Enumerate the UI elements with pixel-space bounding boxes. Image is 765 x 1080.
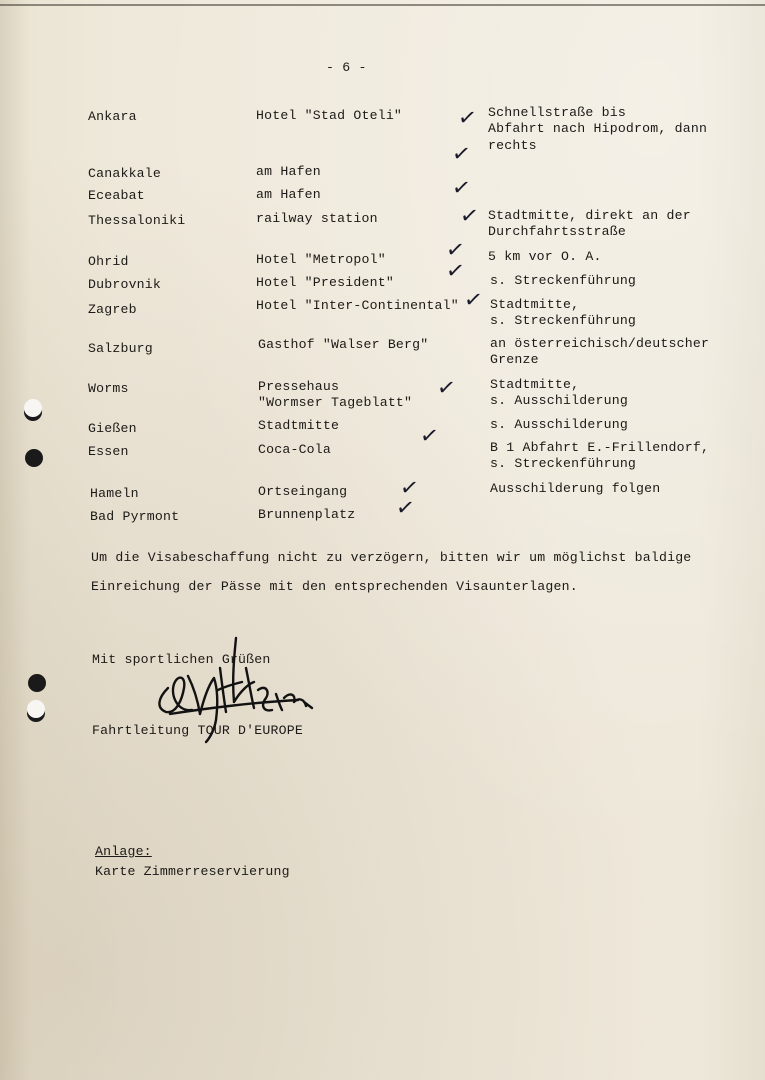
note-zagreb-2: s. Streckenführung xyxy=(490,313,637,328)
place-thessaloniki: railway station xyxy=(256,211,378,226)
note-thessaloniki-2: Durchfahrtsstraße xyxy=(488,224,626,239)
note-ohrid: 5 km vor O. A. xyxy=(488,249,602,264)
place-hameln: Ortseingang xyxy=(258,484,348,499)
check-mark: ✓ xyxy=(398,474,421,503)
note-ankara-2: Abfahrt nach Hipodrom, dann xyxy=(488,121,708,136)
place-salzburg: Gasthof "Walser Berg" xyxy=(258,337,429,352)
city-dubrovnik: Dubrovnik xyxy=(88,277,162,292)
note-essen-2: s. Streckenführung xyxy=(490,456,637,471)
city-eceabat: Eceabat xyxy=(88,188,145,203)
place-canakkale: am Hafen xyxy=(256,164,321,179)
note-ankara-3: rechts xyxy=(488,138,537,153)
punch-hole xyxy=(25,449,43,467)
city-giessen: Gießen xyxy=(88,421,137,436)
city-hameln: Hameln xyxy=(90,486,139,501)
note-hameln: Ausschilderung folgen xyxy=(490,481,661,496)
check-mark: ✓ xyxy=(444,236,467,265)
place-worms-1: Pressehaus xyxy=(258,379,340,394)
closing-greeting: Mit sportlichen Grüßen xyxy=(92,652,271,667)
check-mark: ✓ xyxy=(458,202,481,231)
city-zagreb: Zagreb xyxy=(88,302,137,317)
city-thessaloniki: Thessaloniki xyxy=(88,213,186,228)
city-ohrid: Ohrid xyxy=(88,254,129,269)
city-bad-pyrmont: Bad Pyrmont xyxy=(90,509,180,524)
note-thessaloniki-1: Stadtmitte, direkt an der xyxy=(488,208,691,223)
attachment-label: Anlage: xyxy=(95,844,152,859)
place-essen: Coca-Cola xyxy=(258,442,332,457)
page-number: - 6 - xyxy=(326,60,367,75)
note-ankara-1: Schnellstraße bis xyxy=(488,105,626,120)
page-top-edge xyxy=(0,4,765,6)
paragraph-line-1: Um die Visabeschaffung nicht zu verzögern, bitten wir um möglichst baldige xyxy=(91,550,692,565)
check-mark: ✓ xyxy=(450,174,473,203)
check-mark: ✓ xyxy=(418,422,441,451)
punch-hole xyxy=(27,700,45,718)
place-eceabat: am Hafen xyxy=(256,187,321,202)
check-mark: ✓ xyxy=(462,286,485,315)
note-worms-1: Stadtmitte, xyxy=(490,377,580,392)
note-worms-2: s. Ausschilderung xyxy=(490,393,628,408)
place-ankara: Hotel "Stad Oteli" xyxy=(256,108,403,123)
check-mark: ✓ xyxy=(450,140,473,169)
place-ohrid: Hotel "Metropol" xyxy=(256,252,386,267)
punch-hole xyxy=(24,399,42,417)
punch-hole xyxy=(28,674,46,692)
signatory: Fahrtleitung TOUR D'EUROPE xyxy=(92,723,303,738)
check-mark: ✓ xyxy=(394,494,417,523)
note-salzburg-2: Grenze xyxy=(490,352,539,367)
place-bad-pyrmont: Brunnenplatz xyxy=(258,507,356,522)
city-salzburg: Salzburg xyxy=(88,341,153,356)
paragraph-line-2: Einreichung der Pässe mit den entsprechenden Visaunterlagen. xyxy=(91,579,578,594)
city-essen: Essen xyxy=(88,444,129,459)
check-mark: ✓ xyxy=(435,374,458,403)
place-giessen: Stadtmitte xyxy=(258,418,340,433)
place-dubrovnik: Hotel "President" xyxy=(256,275,394,290)
note-salzburg-1: an österreichisch/deutscher xyxy=(490,336,710,351)
note-dubrovnik: s. Streckenführung xyxy=(490,273,637,288)
note-giessen: s. Ausschilderung xyxy=(490,417,628,432)
note-zagreb-1: Stadtmitte, xyxy=(490,297,580,312)
city-canakkale: Canakkale xyxy=(88,166,162,181)
check-mark: ✓ xyxy=(444,257,467,286)
attachment-item: Karte Zimmerreservierung xyxy=(95,864,290,879)
note-essen-1: B 1 Abfahrt E.-Frillendorf, xyxy=(490,440,710,455)
check-mark: ✓ xyxy=(456,104,479,133)
city-ankara: Ankara xyxy=(88,109,137,124)
place-zagreb: Hotel "Inter-Continental" xyxy=(256,298,459,313)
city-worms: Worms xyxy=(88,381,129,396)
place-worms-2: "Wormser Tageblatt" xyxy=(258,395,413,410)
